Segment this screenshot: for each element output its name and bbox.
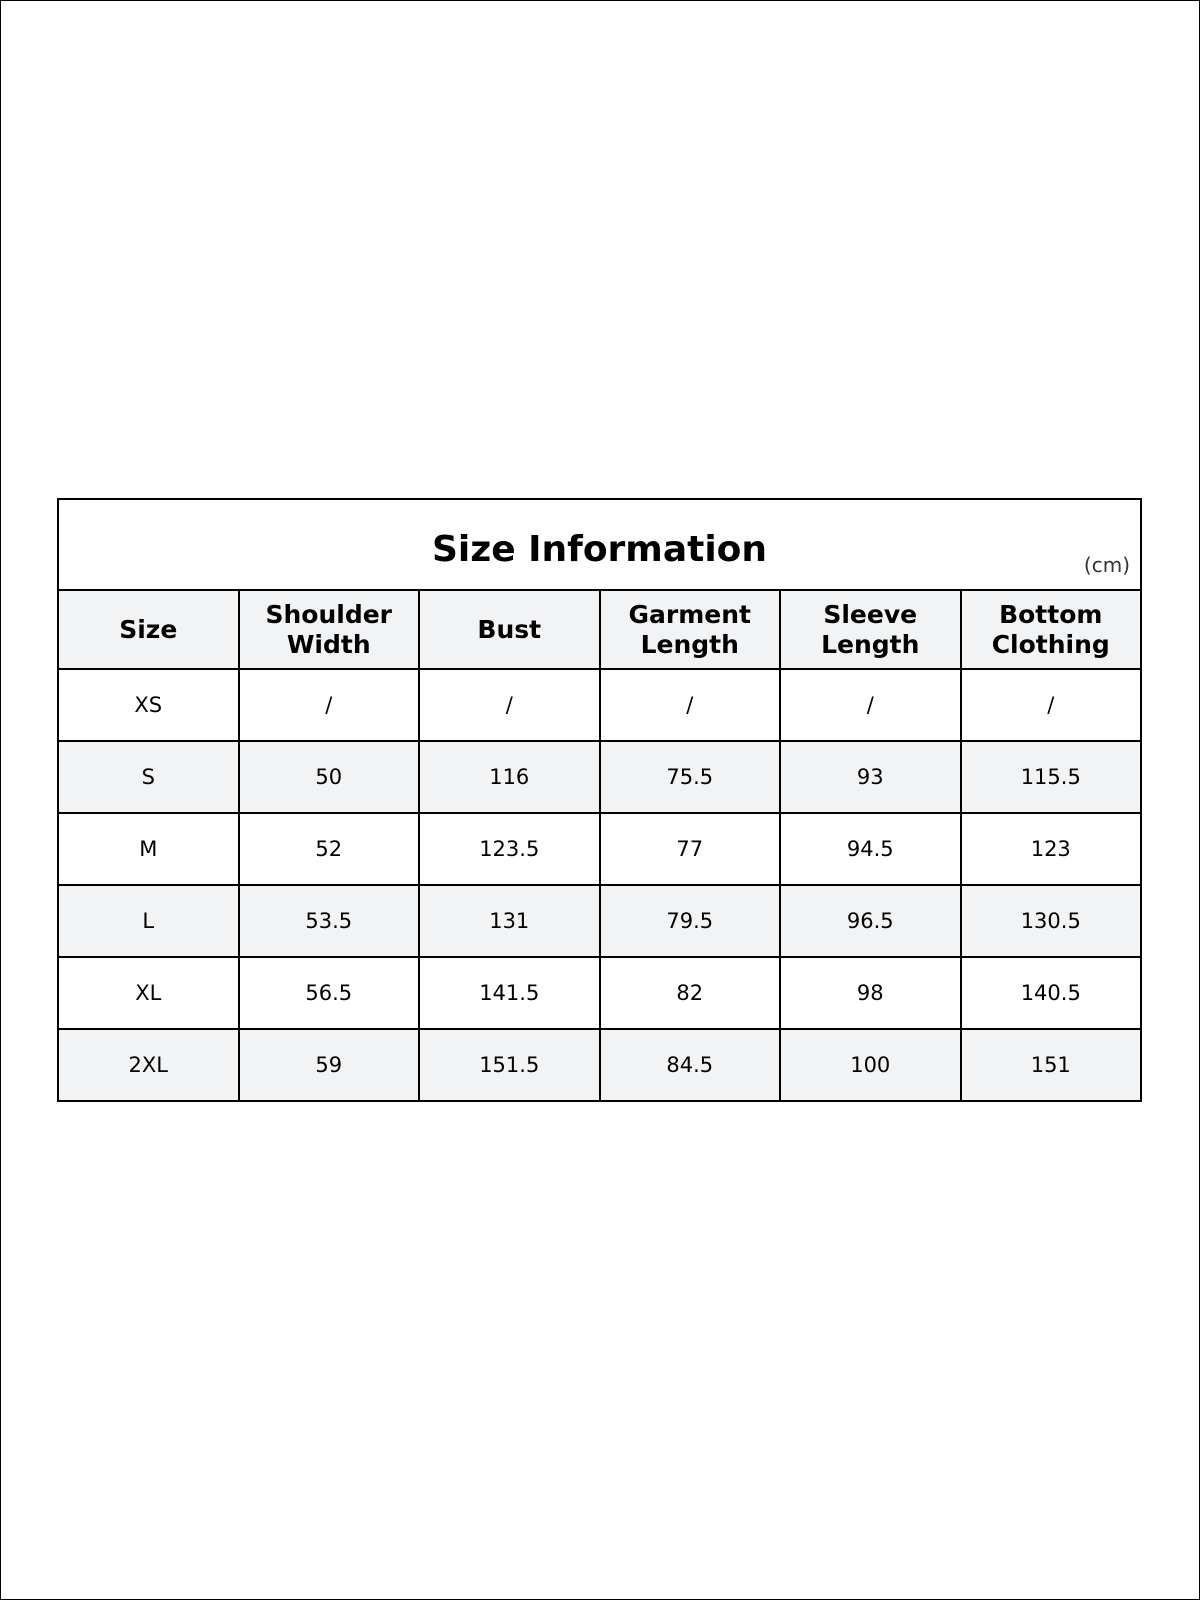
table-cell: S bbox=[58, 741, 239, 813]
table-cell: 77 bbox=[600, 813, 781, 885]
column-header: Sleeve Length bbox=[780, 590, 961, 669]
table-cell: XL bbox=[58, 957, 239, 1029]
table-cell: / bbox=[780, 669, 961, 741]
table-cell: 82 bbox=[600, 957, 781, 1029]
table-cell: 50 bbox=[239, 741, 420, 813]
table-cell: 75.5 bbox=[600, 741, 781, 813]
table-cell: 84.5 bbox=[600, 1029, 781, 1101]
table-row bbox=[58, 1029, 1141, 1101]
table-row bbox=[58, 669, 1141, 741]
table-cell: / bbox=[961, 669, 1142, 741]
table-cell: 151.5 bbox=[419, 1029, 600, 1101]
table-cell: 2XL bbox=[58, 1029, 239, 1101]
table-cell: 98 bbox=[780, 957, 961, 1029]
table-cell: 131 bbox=[419, 885, 600, 957]
table-title: Size Information bbox=[431, 528, 768, 570]
table-cell: 96.5 bbox=[780, 885, 961, 957]
table-cell: 53.5 bbox=[239, 885, 420, 957]
table-cell: XS bbox=[58, 669, 239, 741]
column-header: Bust bbox=[419, 590, 600, 669]
table-row bbox=[58, 957, 1141, 1029]
column-header: Shoulder Width bbox=[239, 590, 420, 669]
header-row bbox=[58, 590, 1141, 669]
table-cell: L bbox=[58, 885, 239, 957]
table-cell: 100 bbox=[780, 1029, 961, 1101]
column-header: Garment Length bbox=[600, 590, 781, 669]
table-cell: 93 bbox=[780, 741, 961, 813]
table-cell: 94.5 bbox=[780, 813, 961, 885]
column-header: Bottom Clothing bbox=[961, 590, 1142, 669]
title-cell bbox=[58, 499, 1141, 590]
table-cell: 130.5 bbox=[961, 885, 1142, 957]
table-cell: 79.5 bbox=[600, 885, 781, 957]
table-cell: 151 bbox=[961, 1029, 1142, 1101]
table-cell: / bbox=[239, 669, 420, 741]
table-cell: / bbox=[600, 669, 781, 741]
table-cell: M bbox=[58, 813, 239, 885]
table-row bbox=[58, 885, 1141, 957]
table-cell: 56.5 bbox=[239, 957, 420, 1029]
table-cell: 115.5 bbox=[961, 741, 1142, 813]
table-cell: 141.5 bbox=[419, 957, 600, 1029]
table-row bbox=[58, 741, 1141, 813]
table-cell: 140.5 bbox=[961, 957, 1142, 1029]
table-cell: 116 bbox=[419, 741, 600, 813]
column-header: Size bbox=[58, 590, 239, 669]
size-table bbox=[57, 498, 1142, 1102]
table-cell: / bbox=[419, 669, 600, 741]
unit-label: (cm) bbox=[1083, 553, 1130, 577]
table-cell: 52 bbox=[239, 813, 420, 885]
table-cell: 59 bbox=[239, 1029, 420, 1101]
table-cell: 123 bbox=[961, 813, 1142, 885]
table-row bbox=[58, 813, 1141, 885]
title-row bbox=[58, 499, 1141, 590]
table-cell: 123.5 bbox=[419, 813, 600, 885]
